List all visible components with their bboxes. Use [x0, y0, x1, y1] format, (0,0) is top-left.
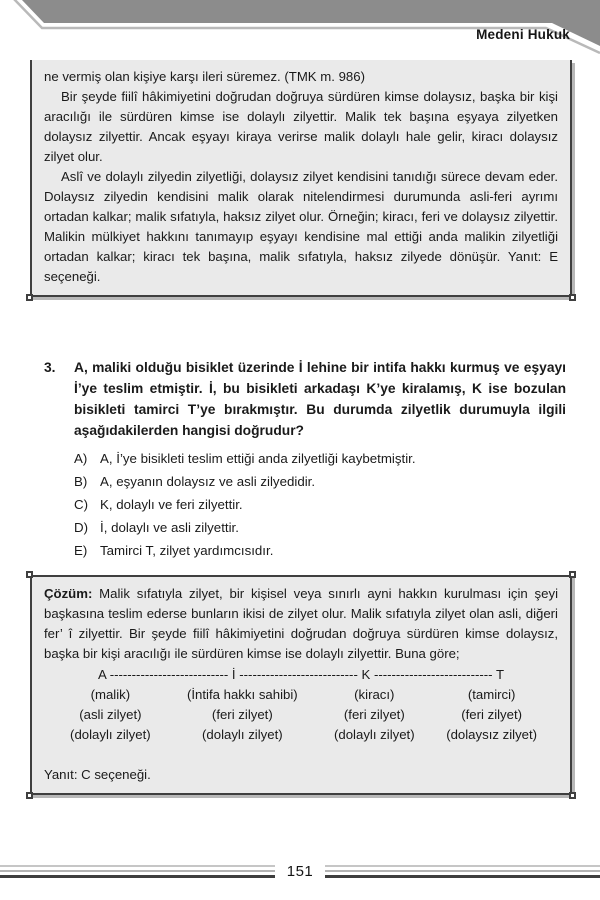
table-cell: (feri zilyet) [211, 707, 273, 722]
table-cell: (asli zilyet) [79, 707, 142, 722]
footer-rule-left [0, 865, 275, 878]
solution-answer: Yanıt: C seçeneği. [44, 767, 151, 782]
option-text: A, eşyanın dolaysız ve asli zilyedidir. [100, 474, 316, 489]
question-text: A, maliki olduğu bisiklet üzerinde İ lehine bir intifa hakkı kurmuş ve eşyayı İ’ye teslim etmiştir. İ, bu bisikleti arkadaşı K’ye kiralamış, K ise bozulan bisikleti tamirci T’ye bırakmıştır. Bu durumda zilyetlik durumuyla ilgili aşağıdakilerden hangisi doğrudur? [74, 360, 566, 438]
page-footer [0, 863, 600, 880]
explanation-paragraph: Bir şeyde fiilî hâkimiyetini doğrudan doğruya sürdüren kimse dolaysız, başka bir kişi aracılığı ile sürdüren kimse ise dolaylı zilyettir. Malik tek başına eşyaya zilyetken dolaysız zilyettir. Ancak eşyayı kiraya verirse malik dolaylı hale gelir, kiracı dolaysız zilyet olur. [44, 89, 558, 164]
table-row [52, 725, 551, 745]
possession-table [52, 685, 551, 745]
box-corner-ornament [569, 571, 576, 578]
table-cell: (feri zilyet) [343, 707, 405, 722]
option-label: C) [74, 497, 89, 512]
box-corner-ornament [569, 294, 576, 301]
page-header [0, 0, 600, 52]
option-text: İ, dolaylı ve asli zilyettir. [100, 520, 239, 535]
option-label: A) [74, 451, 88, 466]
solution-intro-text: Malik sıfatıyla zilyet, bir kişisel veya sınırlı ayni hakkın kurulması için şeyi başkasına teslim ederse bunların ikisi de zilyet olur. Malik sıfatıyla zilyet olan asli, diğeri fer’ î zilyettir. Bir şeyde fiilî hâkimiyetini doğrudan doğruya sürdüren kimse dolaysız, başka bir kişi aracılığı ile sürdüren kimse ise dolaylı zilyettir. Buna göre; [44, 586, 558, 661]
option-a [74, 450, 566, 468]
question-number: 3. [44, 360, 56, 375]
solution-intro [44, 584, 558, 664]
question-body [74, 357, 566, 565]
table-cell: (dolaylı zilyet) [70, 727, 151, 742]
possession-chain-diagram: A --------------------------- İ --------------------------- K --------------------------- T [97, 667, 505, 682]
option-e [74, 542, 566, 560]
footer-rule-right [325, 865, 600, 878]
option-text: Tamirci T, zilyet yardımcısıdır. [100, 543, 274, 558]
explanation-paragraph: ne vermiş olan kişiye karşı ileri süremez. (TMK m. 986) [44, 69, 365, 84]
box-corner-ornament [26, 571, 33, 578]
option-b [74, 473, 566, 491]
carryover-explanation-box [30, 60, 572, 297]
solution-box [30, 575, 572, 795]
table-row [52, 705, 551, 725]
table-cell: (malik) [90, 687, 131, 702]
page-number: 151 [286, 863, 314, 880]
explanation-paragraph: Aslî ve dolaylı zilyedin zilyetliği, dolaysız zilyet kendisini tanıdığı sürece devam eder. Dolaysız zilyedin kendisini malik olarak nitelendirmesi durumunda asli-feri ayrımı ortadan kalkar; malik sıfatıyla, haksız zilyet olur. Örneğin; kiracı, feri ve dolaysız zilyettir. Malikin mülkiyet hakkını tanımayıp eşyayı kendisine mal ettiği anda malikin zilyetliği ortadan kalkar; kiracı tek başına, malik sıfatıyla, haksız zilyede dönüşür. Yanıt: E seçeneği. [44, 169, 558, 284]
option-label: D) [74, 520, 89, 535]
box-corner-ornament [26, 294, 33, 301]
table-cell: (dolaysız zilyet) [446, 727, 538, 742]
option-label: E) [74, 543, 88, 558]
solution-label: Çözüm: [44, 586, 93, 601]
box-corner-ornament [569, 792, 576, 799]
box-corner-ornament [26, 792, 33, 799]
table-cell: (tamirci) [467, 687, 516, 702]
option-label: B) [74, 474, 88, 489]
table-cell: (dolaylı zilyet) [334, 727, 415, 742]
answer-options [74, 450, 566, 560]
table-cell: (kiracı) [354, 687, 395, 702]
table-row [52, 685, 551, 705]
table-cell: (dolaylı zilyet) [202, 727, 283, 742]
question-block [44, 357, 566, 565]
table-cell: (feri zilyet) [461, 707, 523, 722]
option-text: K, dolaylı ve feri zilyettir. [100, 497, 243, 512]
option-d [74, 519, 566, 537]
chapter-title: Medeni Hukuk [476, 27, 570, 42]
table-cell: (İntifa hakkı sahibi) [186, 687, 298, 702]
option-text: A, İ’ye bisikleti teslim ettiği anda zilyetliği kaybetmiştir. [100, 451, 416, 466]
option-c [74, 496, 566, 514]
